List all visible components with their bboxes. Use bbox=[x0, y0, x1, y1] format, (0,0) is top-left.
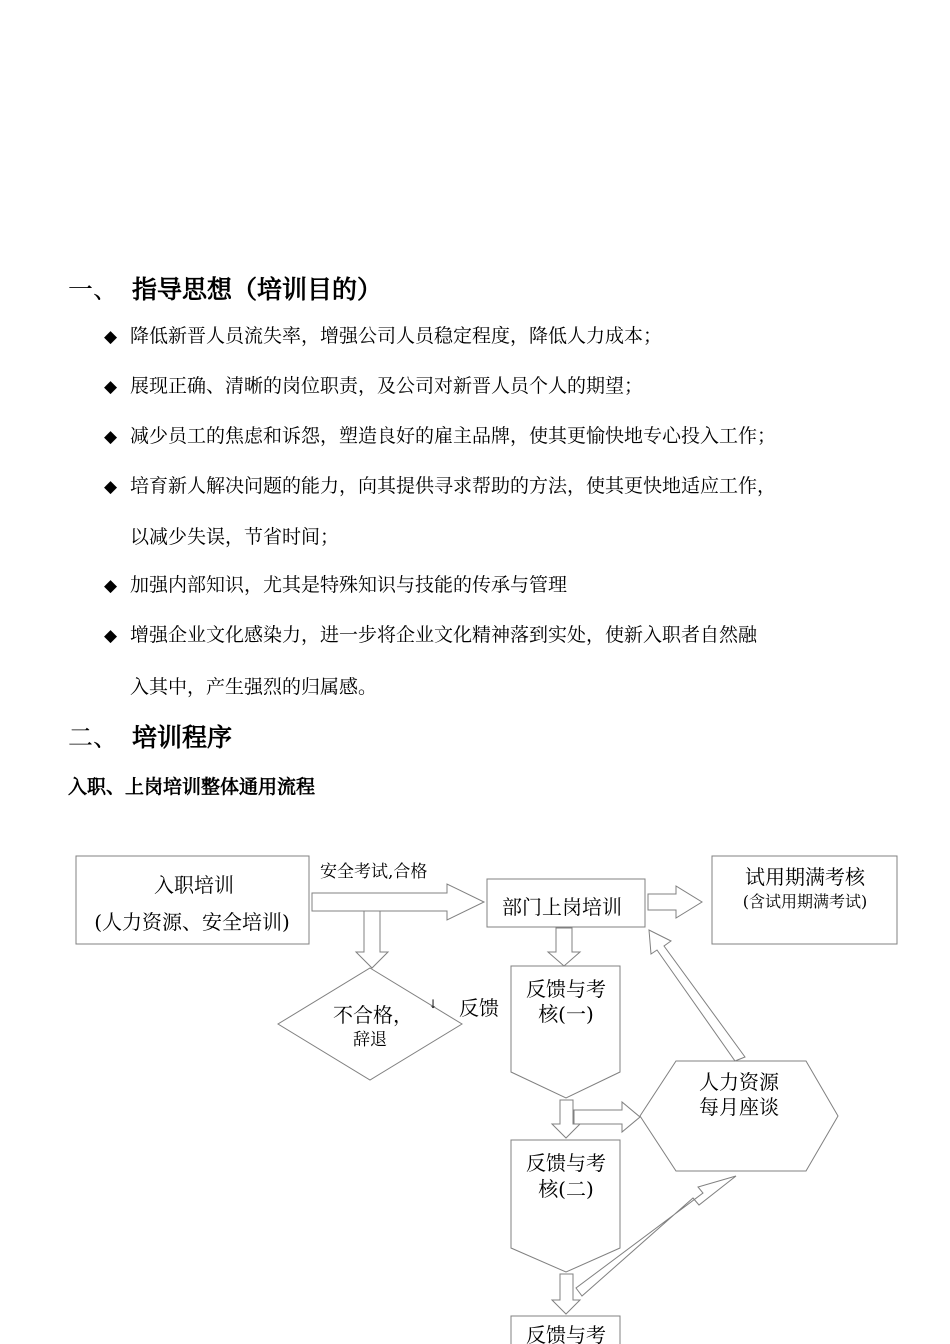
review3-line1: 反馈与考 bbox=[526, 1323, 606, 1344]
list-item-text: 展现正确、清晰的岗位职责，及公司对新晋人员个人的期望； bbox=[130, 375, 644, 397]
arrow-to-dept-training bbox=[312, 884, 484, 920]
list-item-continuation: 入其中，产生强烈的归属感。 bbox=[130, 676, 378, 698]
diamond-bullet-icon: ◆ bbox=[104, 626, 118, 646]
fail-line2: 辞退 bbox=[353, 1030, 387, 1050]
diamond-bullet-icon: ◆ bbox=[104, 477, 118, 497]
section2-number: 二、 bbox=[68, 723, 119, 752]
list-item-text: 减少员工的焦虑和诉怨，塑造良好的雇主品牌，使其更愉快地专心投入工作； bbox=[130, 425, 777, 447]
list-item-continuation: 以减少失误，节省时间； bbox=[130, 526, 340, 548]
list-item-text: 增强企业文化感染力，进一步将企业文化精神落到实处，使新入职者自然融 bbox=[130, 624, 758, 646]
review1-line1: 反馈与考 bbox=[526, 977, 606, 1001]
onboard-line1: 入职培训 bbox=[154, 873, 234, 897]
arrow-to-dismissal bbox=[356, 911, 388, 968]
arrow-to-hr bbox=[574, 1102, 640, 1132]
feedback-label: 反馈 bbox=[459, 996, 499, 1020]
fail-tick: ↓ bbox=[428, 997, 439, 1011]
arrow-to-probation bbox=[648, 886, 702, 918]
diamond-bullet-icon: ◆ bbox=[104, 327, 118, 347]
probation-line2: (含试用期满考试) bbox=[742, 892, 868, 911]
section1-number: 一、 bbox=[68, 275, 119, 304]
diamond-bullet-icon: ◆ bbox=[104, 576, 118, 596]
pass-label: 安全考试,合格 bbox=[320, 862, 428, 882]
probation-line1: 试用期满考核 bbox=[745, 865, 865, 889]
list-item-text: 加强内部知识，尤其是特殊知识与技能的传承与管理 bbox=[130, 574, 568, 596]
review2-line1: 反馈与考 bbox=[526, 1151, 606, 1175]
section1-title: 指导思想（培训目的） bbox=[132, 275, 383, 304]
hr-line2: 每月座谈 bbox=[699, 1095, 779, 1119]
arrow-to-review1 bbox=[548, 928, 580, 966]
diamond-bullet-icon: ◆ bbox=[104, 377, 118, 397]
onboard-line2: (人力资源、安全培训) bbox=[94, 910, 290, 934]
arrow-to-review3 bbox=[552, 1274, 580, 1314]
list-item-text: 降低新晋人员流失率，增强公司人员稳定程度，降低人力成本； bbox=[130, 325, 663, 347]
dept-training-label: 部门上岗培训 bbox=[502, 895, 622, 919]
hr-line1: 人力资源 bbox=[699, 1070, 779, 1094]
arrow-hr-to-dept bbox=[649, 930, 745, 1061]
review2-line2: 核(二) bbox=[538, 1177, 594, 1201]
list-item-text: 培育新人解决问题的能力，向其提供寻求帮助的方法，使其更快地适应工作， bbox=[130, 475, 777, 497]
flowchart-subtitle: 入职、上岗培训整体通用流程 bbox=[68, 776, 316, 798]
diamond-bullet-icon: ◆ bbox=[104, 427, 118, 447]
fail-line1: 不合格， bbox=[333, 1003, 413, 1027]
section2-title: 培训程序 bbox=[132, 723, 233, 752]
review1-line2: 核(一) bbox=[538, 1002, 594, 1026]
